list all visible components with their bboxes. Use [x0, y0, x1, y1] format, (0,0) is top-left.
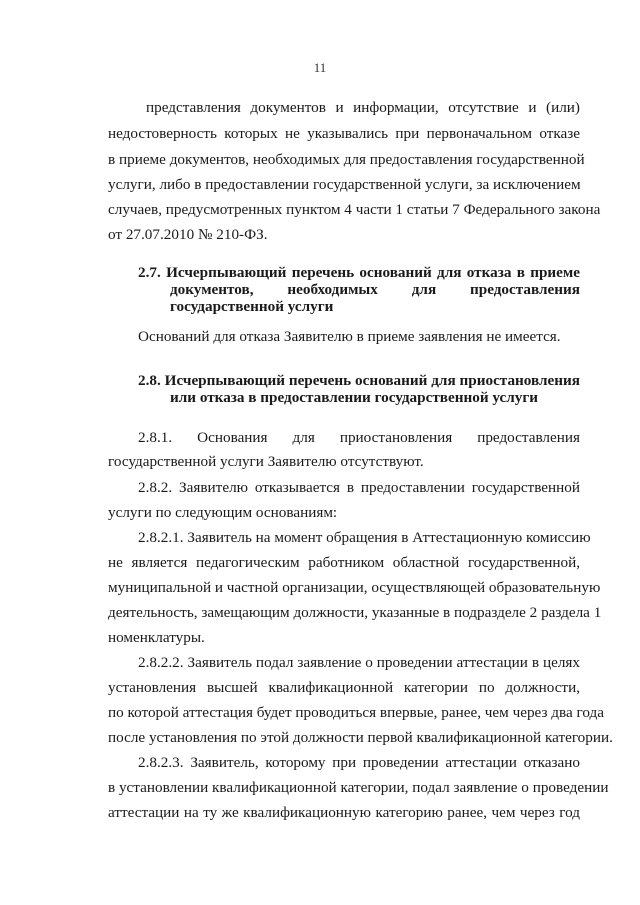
text-line: по которой аттестация будет проводиться впервые, ранее, чем через два года	[108, 704, 604, 721]
text-line: 2.8.1. Основания для приостановления предоставления	[138, 429, 580, 446]
text-line: государственной услуги Заявителю отсутствуют.	[108, 453, 424, 470]
text-line: в приеме документов, необходимых для предоставления государственной	[108, 151, 585, 168]
text-line: представления документов и информации, отсутствие и (или)	[146, 99, 580, 116]
text-line: случаев, предусмотренных пунктом 4 части 1 статьи 7 Федерального закона	[108, 201, 601, 218]
text-line: аттестации на ту же квалификационную категорию ранее, чем через год	[108, 804, 580, 821]
heading-line: 2.8. Исчерпывающий перечень оснований для приостановления	[138, 372, 580, 389]
text-line: установления высшей квалификационной категории по должности,	[108, 679, 580, 696]
text-line: 2.8.2.3. Заявитель, которому при проведении аттестации отказано	[138, 754, 580, 771]
page-number: 11	[313, 60, 327, 75]
text-line: услуги, либо в предоставлении государственной услуги, за исключением	[108, 176, 581, 193]
heading-line: 2.7. Исчерпывающий перечень оснований для отказа в приеме	[138, 264, 580, 281]
text-line: недостоверность которых не указывались при первоначальном отказе	[108, 125, 580, 142]
heading-line: документов, необходимых для предоставления	[170, 281, 580, 298]
text-line: в установлении квалификационной категории, подал заявление о проведении	[108, 779, 609, 796]
heading-line: государственной услуги	[170, 298, 334, 315]
text-line: деятельность, замещающим должности, указанные в подразделе 2 раздела 1	[108, 604, 602, 621]
text-line: 2.8.2.1. Заявитель на момент обращения в Аттестационную комиссию	[138, 529, 591, 546]
section-2-7-text: Оснований для отказа Заявителю в приеме заявления не имеется.	[138, 328, 561, 345]
text-line: 2.8.2.2. Заявитель подал заявление о проведении аттестации в целях	[138, 654, 580, 671]
text-line: от 27.07.2010 № 210-ФЗ.	[108, 226, 268, 243]
text-line: номенклатуры.	[108, 629, 205, 646]
text-line: после установления по этой должности первой квалификационной категории.	[108, 729, 613, 746]
text-line: муниципальной и частной организации, осуществляющей образовательную	[108, 579, 601, 596]
text-line: услуги по следующим основаниям:	[108, 504, 338, 521]
heading-line: или отказа в предоставлении государственной услуги	[170, 389, 539, 406]
text-line: 2.8.2. Заявителю отказывается в предоставлении государственной	[138, 479, 580, 496]
text-line: не является педагогическим работником областной государственной,	[108, 554, 580, 571]
